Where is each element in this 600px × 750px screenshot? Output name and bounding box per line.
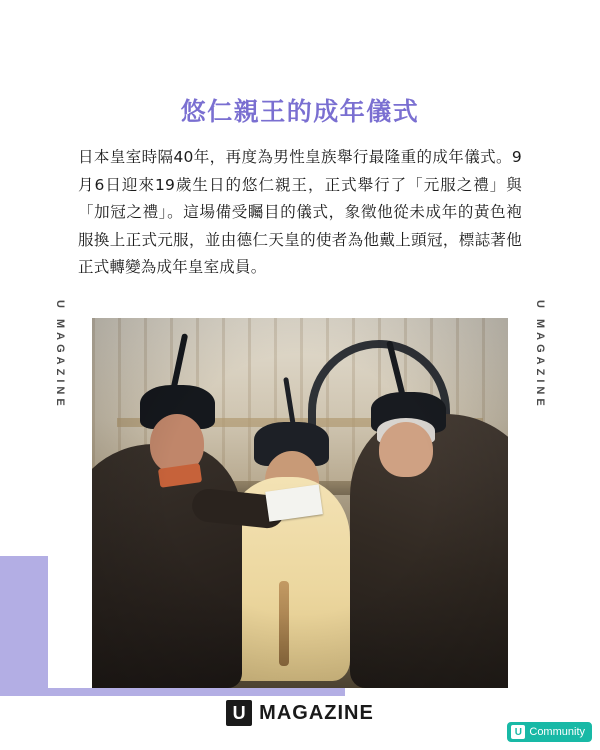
community-badge[interactable]: [507, 722, 592, 742]
page-title: 悠仁親王的成年儀式: [180, 97, 420, 126]
brand-wordmark: MAGAZINE: [259, 701, 374, 724]
community-u-icon: U: [511, 725, 525, 739]
side-label-right: U MAGAZINE: [534, 300, 546, 410]
photo-vignette: [92, 318, 508, 688]
community-badge-label: Community: [529, 726, 585, 738]
ceremony-photo: [92, 318, 508, 688]
u-logo-icon: U: [226, 700, 252, 726]
content-card: [48, 56, 552, 688]
side-label-left: U MAGAZINE: [54, 300, 66, 410]
photo-container: [48, 318, 552, 688]
article-body: 日本皇室時隔40年，再度為男性皇族舉行最隆重的成年儀式。9月6日迎來19歲生日的悠仁親王，正式舉行了「元服之禮」與「加冠之禮」。這場備受矚目的儀式，象徵他從未成年的黃色袍服換上正式元服，並由德仁天皇的使者為他戴上頭冠，標誌著他正式轉變為成年皇室成員。: [78, 148, 522, 277]
